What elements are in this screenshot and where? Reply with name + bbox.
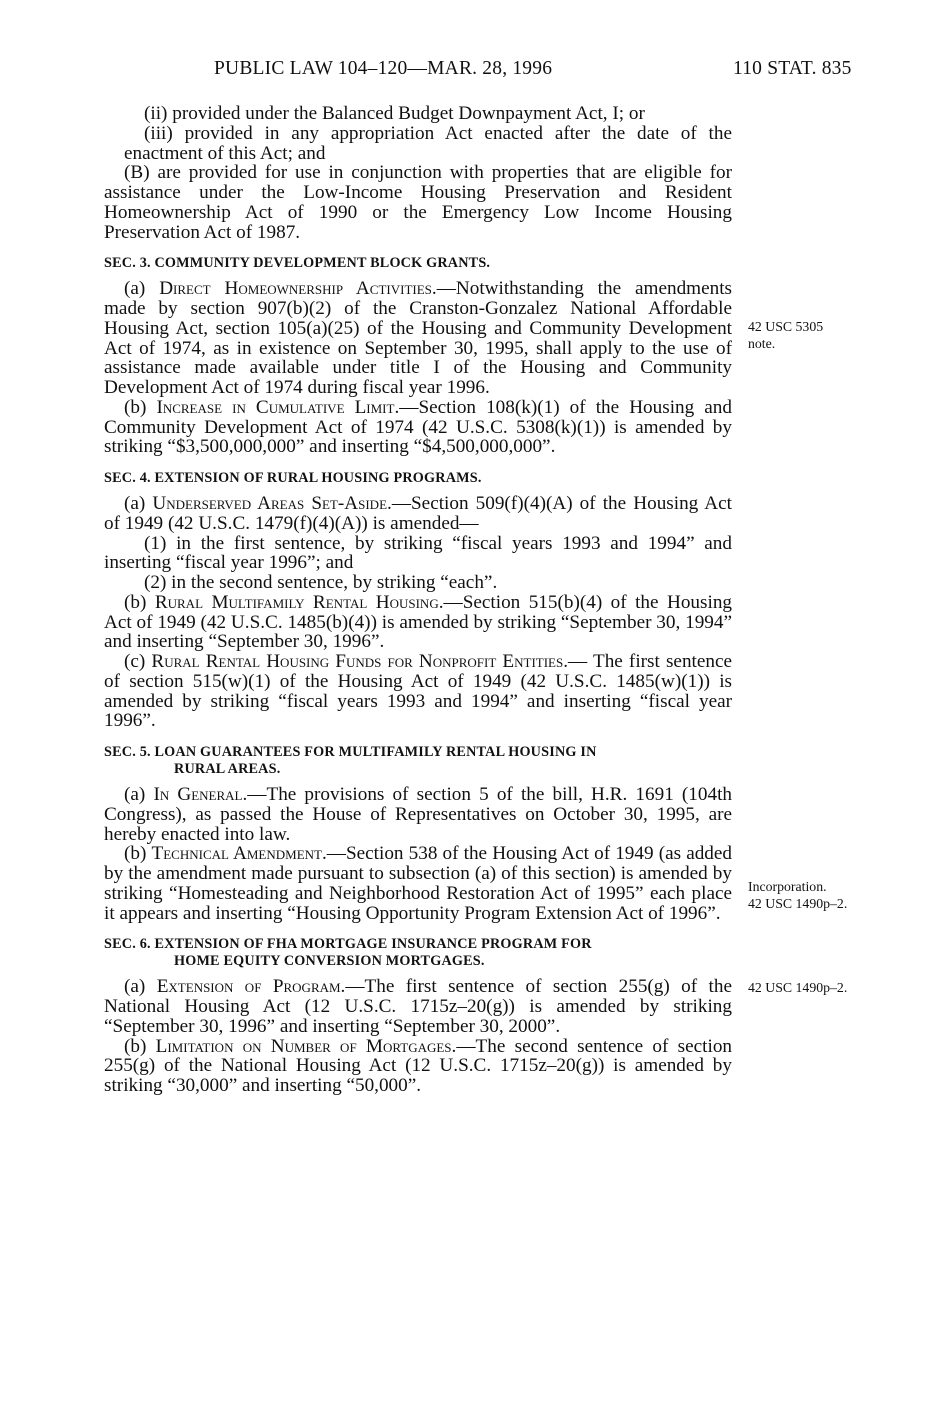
margin-note-incorporation: Incorporation. 42 USC 1490p–2.	[748, 879, 848, 911]
section-5-heading: SEC. 5. LOAN GUARANTEES FOR MULTIFAMILY RENTAL HOUSING IN RURAL AREAS.	[104, 744, 597, 777]
section-3-paragraph-b: (b) Increase in Cumulative Limit.—Section 108(k)(1) of the Housing and Community Development Act of 1974 (42 U.S.C. 5308(k)(1)) is amended by striking “$3,500,000,000” and inserting “$4,500,000,000”.	[104, 396, 732, 458]
section-4-c-caption: Rural Rental Housing Funds for Nonprofit Entities.	[151, 651, 569, 672]
section-3-heading: SEC. 3. COMMUNITY DEVELOPMENT BLOCK GRANTS.	[104, 255, 491, 272]
continuation-paragraph-iii: (iii) provided in any appropriation Act enacted after the date of the enactment of this Act; and	[124, 122, 732, 164]
section-4-clause-1: (1) in the first sentence, by striking “fiscal years 1993 and 1994” and inserting “fiscal year 1996”; and	[104, 532, 732, 574]
section-4-heading: SEC. 4. EXTENSION OF RURAL HOUSING PROGRAMS.	[104, 470, 482, 486]
section-5-b-caption: Technical Amendment.	[151, 843, 327, 865]
section-3-a-caption: Direct Homeownership Activities.	[159, 278, 437, 300]
section-5-paragraph-a: (a) In General.—The provisions of section 5 of the bill, H.R. 1691 (104th Congress), as passed the House of Representatives on October 30, 1995, are hereby enacted into law.	[104, 784, 733, 845]
margin-note-1490p2: 42 USC 1490p–2.	[748, 980, 848, 995]
section-6-heading: SEC. 6. EXTENSION OF FHA MORTGAGE INSURANCE PROGRAM FOR HOME EQUITY CONVERSION MORTGAGES.	[104, 936, 592, 970]
section-4-clause-2: (2) in the second sentence, by striking “each”.	[144, 572, 498, 593]
section-4-paragraph-c: (c) Rural Rental Housing Funds for Nonprofit Entities.— The first sentence of section 515(w)(1) of the Housing Act of 1949 (42 U.S.C. 1485(w)(1)) is amended by striking “fiscal years 1993 and 1994” and inserting “fiscal year 1996”.	[104, 651, 733, 732]
continuation-paragraph-b: (B) are provided for use in conjunction with properties that are eligible for assistance under the Low-Income Housing Preservation and Resident Homeownership Act of 1990 or the Emergency Low Income Housing Preservation Act of 1987.	[104, 162, 732, 243]
document-body	[104, 104, 732, 1096]
section-6-a-caption: Extension of Program.	[156, 976, 346, 998]
section-4-b-caption: Rural Multifamily Rental Housing.	[154, 591, 444, 613]
section-4-paragraph-a: (a) Underserved Areas Set-Aside.—Section 509(f)(4)(A) of the Housing Act of 1949 (42 U.S.C. 1479(f)(4)(A)) is amended—	[104, 493, 732, 534]
section-5-a-caption: In General.	[153, 784, 248, 805]
margin-note-5305: 42 USC 5305 note.	[748, 319, 824, 351]
section-3-paragraph-a: (a) Direct Homeownership Activities.—Notwithstanding the amendments made by section 907(b)(2) of the Cranston-Gonzalez National Affordable Housing Act, section 105(a)(25) of the Housing and Community Development Act of 1974, as in existence on September 30, 1995, shall apply to the use of assistance made available under title I of the Housing and Community Development Act of 1974 during fiscal year 1996.	[104, 278, 733, 398]
continuation-paragraph-ii: (ii) provided under the Balanced Budget Downpayment Act, I; or	[144, 103, 645, 124]
section-4-paragraph-b: (b) Rural Multifamily Rental Housing.—Section 515(b)(4) of the Housing Act of 1949 (42 U.S.C. 1485(b)(4)) is amended by striking “September 30, 1994” and inserting “September 30, 1996”.	[104, 591, 733, 653]
section-4-a-caption: Underserved Areas Set-Aside.	[152, 493, 392, 514]
section-5-paragraph-b: (b) Technical Amendment.—Section 538 of the Housing Act of 1949 (as added by the amendment made pursuant to subsection (a) of this section) is amended by striking “Homesteading and Neighborhood Restoration Act of 1995” each place it appears and inserting “Housing Opportunity Program Extension Act of 1996”.	[104, 843, 733, 924]
section-6-paragraph-a: (a) Extension of Program.—The first sentence of section 255(g) of the National Housing Act (12 U.S.C. 1715z–20(g)) is amended by striking “September 30, 1996” and inserting “September 30, 2000”.	[104, 976, 733, 1037]
page-header-stat: 110 STAT. 835	[733, 58, 852, 79]
section-6-paragraph-b: (b) Limitation on Number of Mortgages.—The second sentence of section 255(g) of the National Housing Act (12 U.S.C. 1715z–20(g)) is amended by striking “30,000” and inserting “50,000”.	[104, 1035, 733, 1096]
section-6-b-caption: Limitation on Number of Mortgages.	[155, 1035, 457, 1057]
section-3-b-caption: Increase in Cumulative Limit.	[156, 396, 400, 418]
page-header-title: PUBLIC LAW 104–120—MAR. 28, 1996	[214, 58, 553, 79]
